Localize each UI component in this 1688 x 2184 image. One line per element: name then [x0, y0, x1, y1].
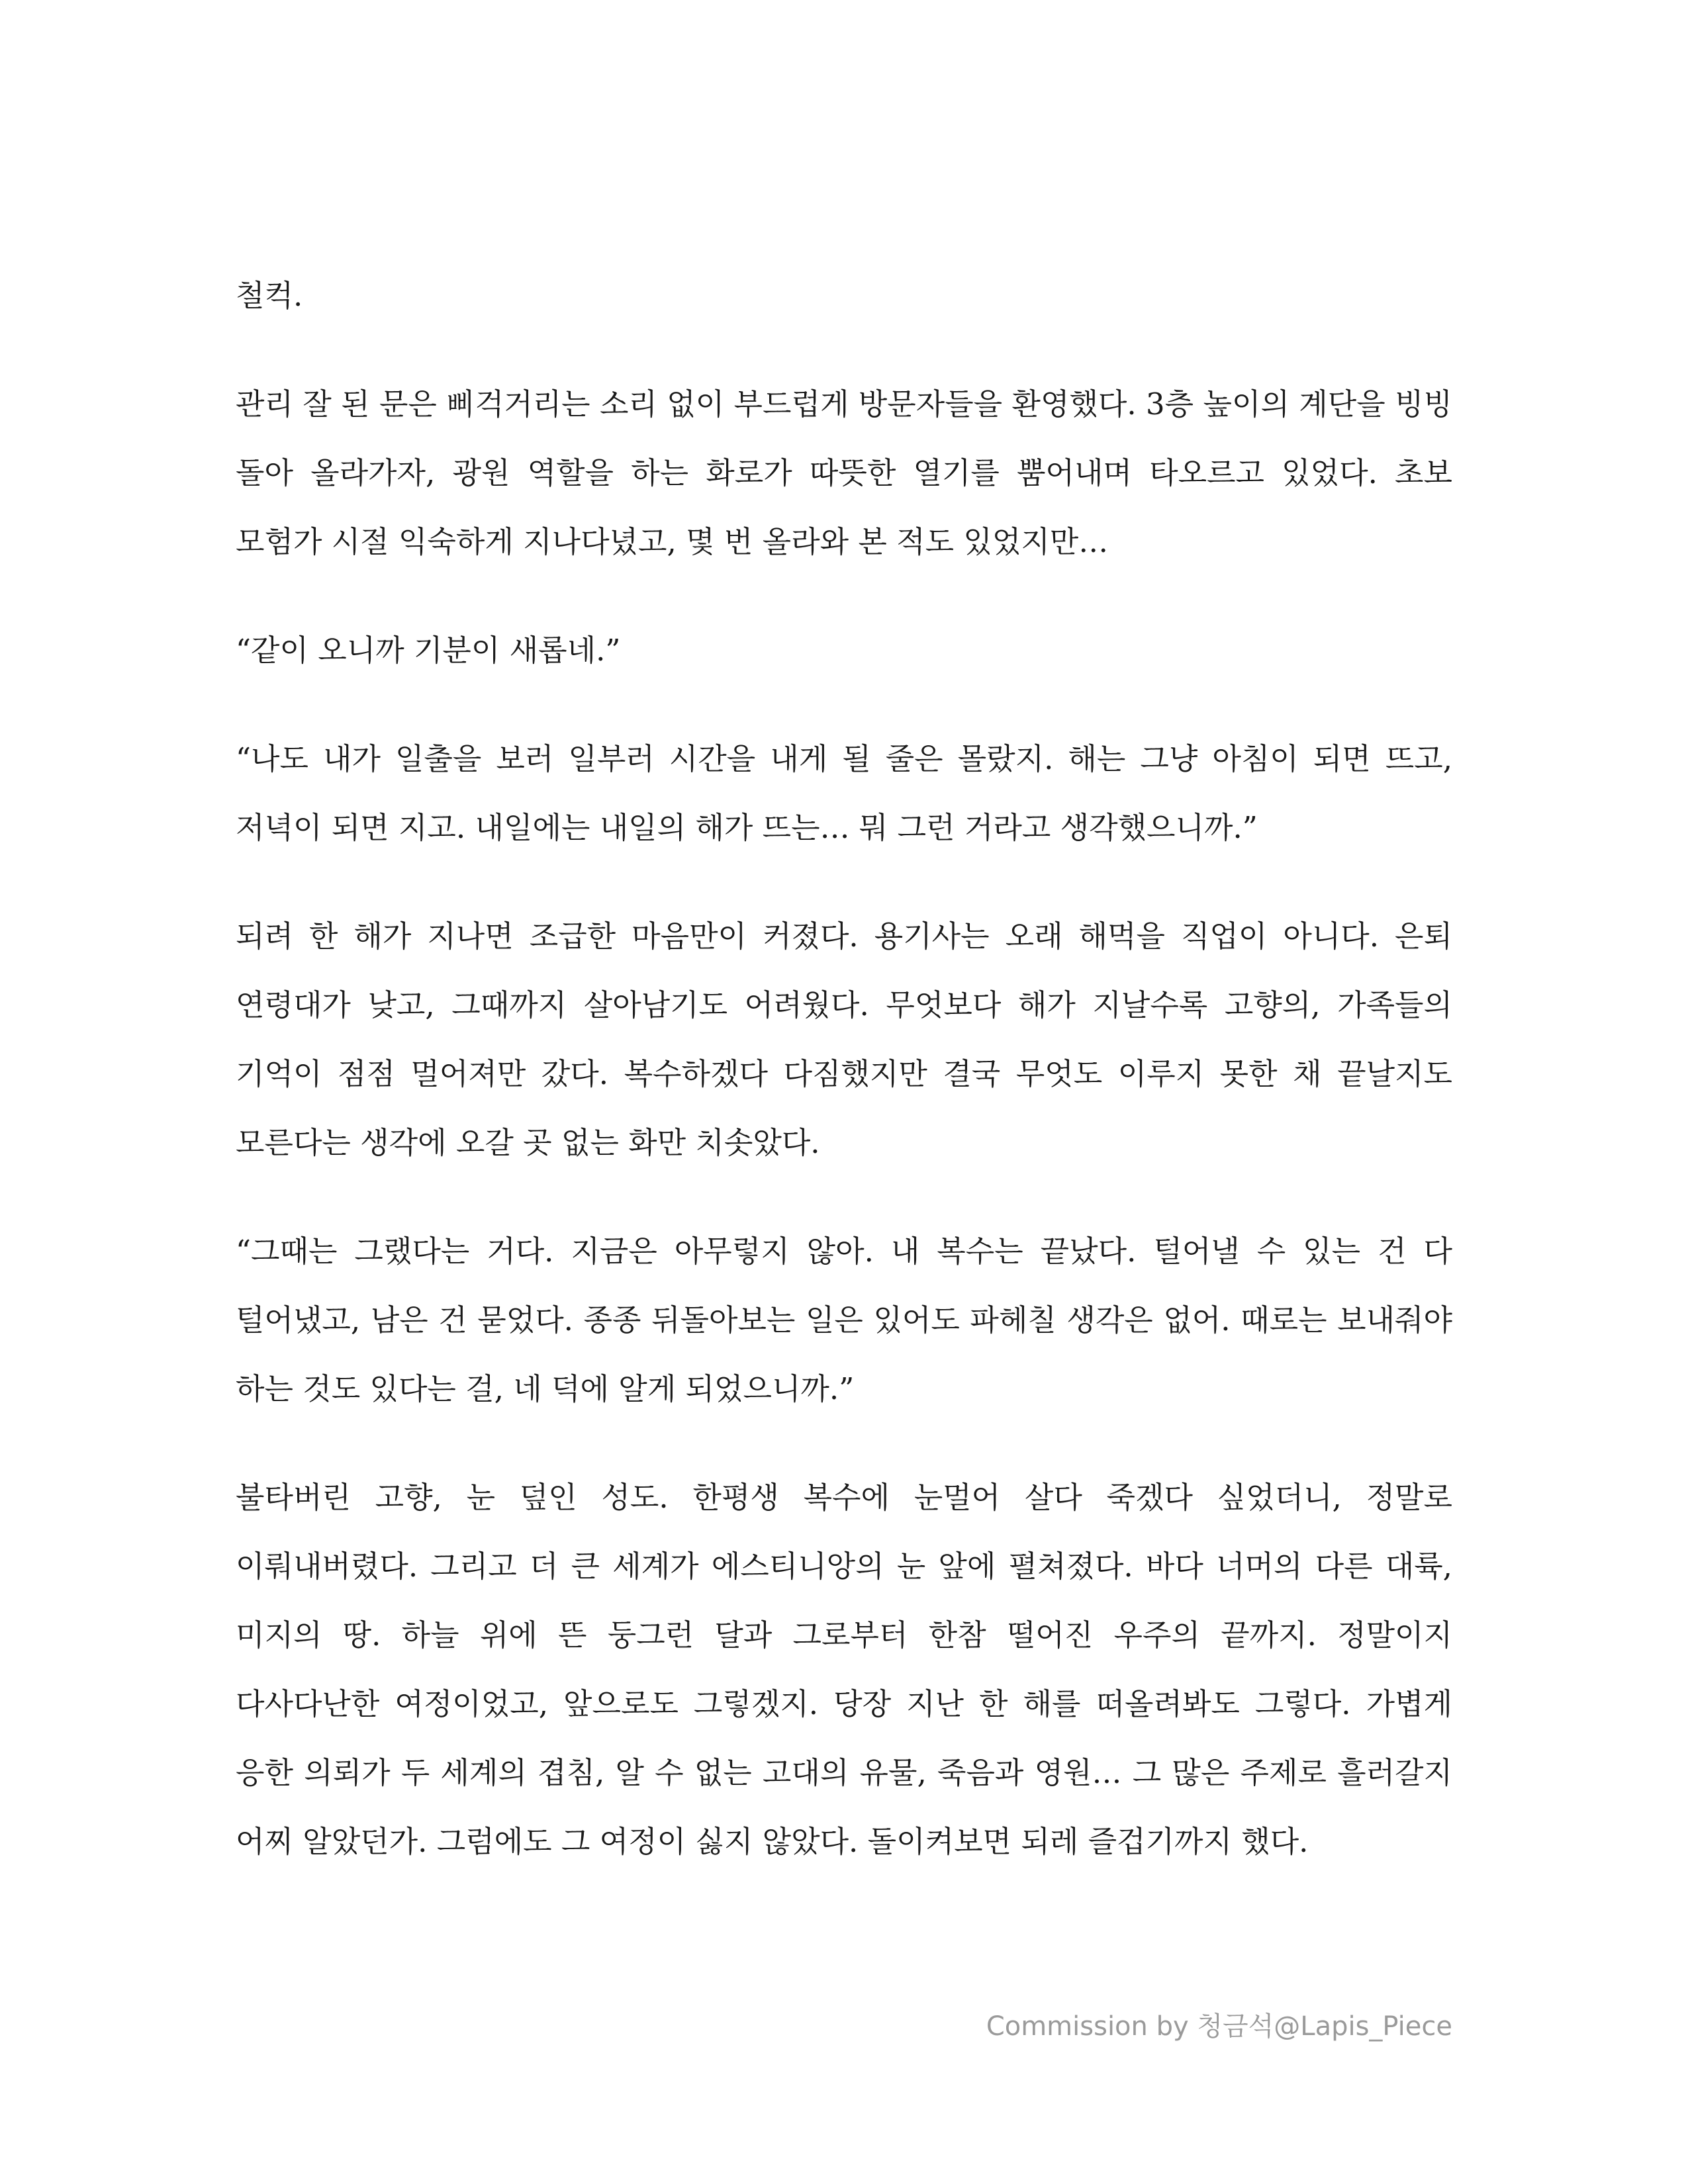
paragraph: “같이 오니까 기분이 새롭네.” [236, 633, 621, 668]
paragraph: “나도 내가 일출을 보러 일부러 시간을 내게 될 줄은 몰랐지. 해는 그냥 아침이 되면 뜨고, 저녁이 되면 지고. 내일에는 내일의 해가 뜨는… 뭐 그런 거라고 생각했으니까.” [236, 741, 1452, 845]
paragraph: 불타버린 고향, 눈 덮인 성도. 한평생 복수에 눈멀어 살다 죽겠다 싶었더니, 정말로 이뤄내버렸다. 그리고 더 큰 세계가 에스티니앙의 눈 앞에 펼쳐졌다. 바다 너머의 다른 대륙, 미지의 땅. 하늘 위에 뜬 둥그런 달과 그로부터 한참 떨어진 우주의 끝까지. 정말이지 다사다난한 여정이었고, 앞으로도 그렇겠지. 당장 지난 한 해를 떠올려봐도 그렇다. 가볍게 응한 의뢰가 두 세계의 겹침, 알 수 없는 고대의 유물, 죽음과 영원… 그 많은 주제로 흘러갈지 어찌 알았던가. 그럼에도 그 여정이 싫지 않았다. 돌이켜보면 되레 즐겁기까지 했다. [236, 1480, 1452, 1859]
paragraph: 철컥. [236, 278, 303, 313]
commission-credit: Commission by 청금석@Lapis_Piece [986, 2011, 1452, 2042]
document-body [236, 261, 1452, 1916]
paragraph: 되려 한 해가 지나면 조급한 마음만이 커졌다. 용기사는 오래 해먹을 직업이 아니다. 은퇴 연령대가 낮고, 그때까지 살아남기도 어려웠다. 무엇보다 해가 지날수록 고향의, 가족들의 기억이 점점 멀어져만 갔다. 복수하겠다 다짐했지만 결국 무엇도 이루지 못한 채 끝날지도 모른다는 생각에 오갈 곳 없는 화만 치솟았다. [236, 919, 1452, 1160]
paragraph: 관리 잘 된 문은 삐걱거리는 소리 없이 부드럽게 방문자들을 환영했다. 3층 높이의 계단을 빙빙 돌아 올라가자, 광원 역할을 하는 화로가 따뜻한 열기를 뿜어내며 타오르고 있었다. 초보 모험가 시절 익숙하게 지나다녔고, 몇 번 올라와 본 적도 있었지만… [236, 387, 1452, 559]
paragraph: “그때는 그랬다는 거다. 지금은 아무렇지 않아. 내 복수는 끝났다. 털어낼 수 있는 건 다 털어냈고, 남은 건 묻었다. 종종 뒤돌아보는 일은 있어도 파헤칠 생각은 없어. 때로는 보내줘야 하는 것도 있다는 걸, 네 덕에 알게 되었으니까.” [236, 1234, 1452, 1406]
